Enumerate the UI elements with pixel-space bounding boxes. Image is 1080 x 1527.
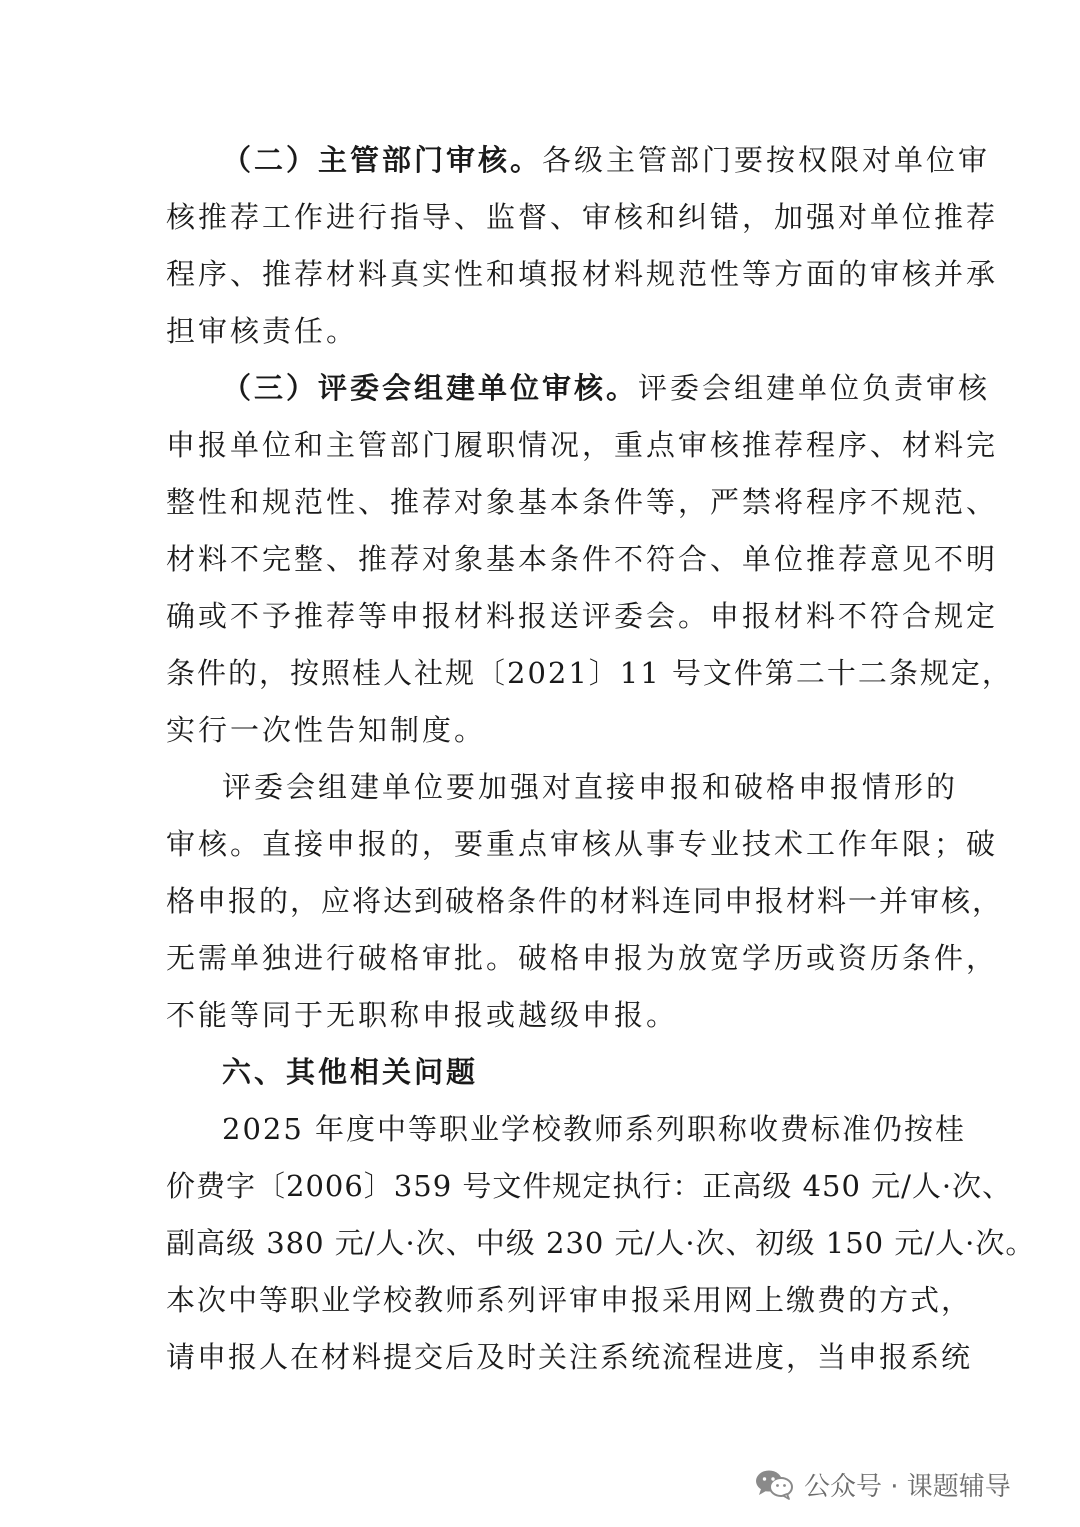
paragraph-3-title: （三）评委会组建单位审核。 (222, 371, 639, 405)
paragraph-4-line-1: 评委会组建单位要加强对直接申报和破格申报情形的 (222, 770, 959, 804)
paragraph-2-line-4: 担审核责任。 (166, 314, 359, 348)
paragraph-2-title: （二）主管部门审核。 (222, 143, 543, 177)
paragraph-2-line-3: 程序、推荐材料真实性和填报材料规范性等方面的审核并承 (166, 257, 999, 291)
document-body (166, 132, 1036, 1386)
paragraph-3-line-6: 条件的，按照桂人社规〔2021〕11 号文件第二十二条规定， (166, 656, 1013, 690)
watermark (754, 1464, 1011, 1504)
section-6-line-4: 本次中等职业学校教师系列评审申报采用网上缴费的方式， (166, 1283, 973, 1317)
watermark-text: 公众号 · 课题辅导 (804, 1471, 1011, 1502)
paragraph-3-text: 评委会组建单位负责审核 (638, 371, 991, 405)
paragraph-3-line-7: 实行一次性告知制度。 (166, 713, 487, 747)
paragraph-4-line-5: 不能等同于无职称申报或越级申报。 (166, 998, 679, 1032)
paragraph-3-line-3: 整性和规范性、推荐对象基本条件等，严禁将程序不规范、 (166, 485, 999, 519)
paragraph-3-line-2: 申报单位和主管部门履职情况，重点审核推荐程序、材料完 (166, 428, 999, 462)
paragraph-2-text: 各级主管部门要按权限对单位审 (542, 143, 991, 177)
paragraph-4-line-2: 审核。直接申报的，要重点审核从事专业技术工作年限；破 (166, 827, 999, 861)
paragraph-4-line-3: 格申报的，应将达到破格条件的材料连同申报材料一并审核， (166, 884, 1004, 918)
section-6-line-3: 副高级 380 元/人·次、中级 230 元/人·次、初级 150 元/人·次。 (166, 1226, 1036, 1260)
section-6-line-1: 2025 年度中等职业学校教师系列职称收费标准仍按桂 (222, 1112, 967, 1146)
section-6-line-5: 请申报人在材料提交后及时关注系统流程进度，当申报系统 (166, 1340, 973, 1374)
paragraph-2-line-2: 核推荐工作进行指导、监督、审核和纠错，加强对单位推荐 (166, 200, 999, 234)
paragraph-2-line-1 (166, 132, 991, 189)
paragraph-3-line-1 (166, 360, 991, 417)
paragraph-3-line-5: 确或不予推荐等申报材料报送评委会。申报材料不符合规定 (166, 599, 999, 633)
wechat-icon (754, 1468, 794, 1500)
section-6-heading: 六、其他相关问题 (222, 1055, 479, 1089)
paragraph-4-line-4: 无需单独进行破格审批。破格申报为放宽学历或资历条件， (166, 941, 999, 975)
paragraph-3-line-4: 材料不完整、推荐对象基本条件不符合、单位推荐意见不明 (166, 542, 999, 576)
section-6-line-2: 价费字〔2006〕359 号文件规定执行：正高级 450 元/人·次、 (166, 1169, 1013, 1203)
